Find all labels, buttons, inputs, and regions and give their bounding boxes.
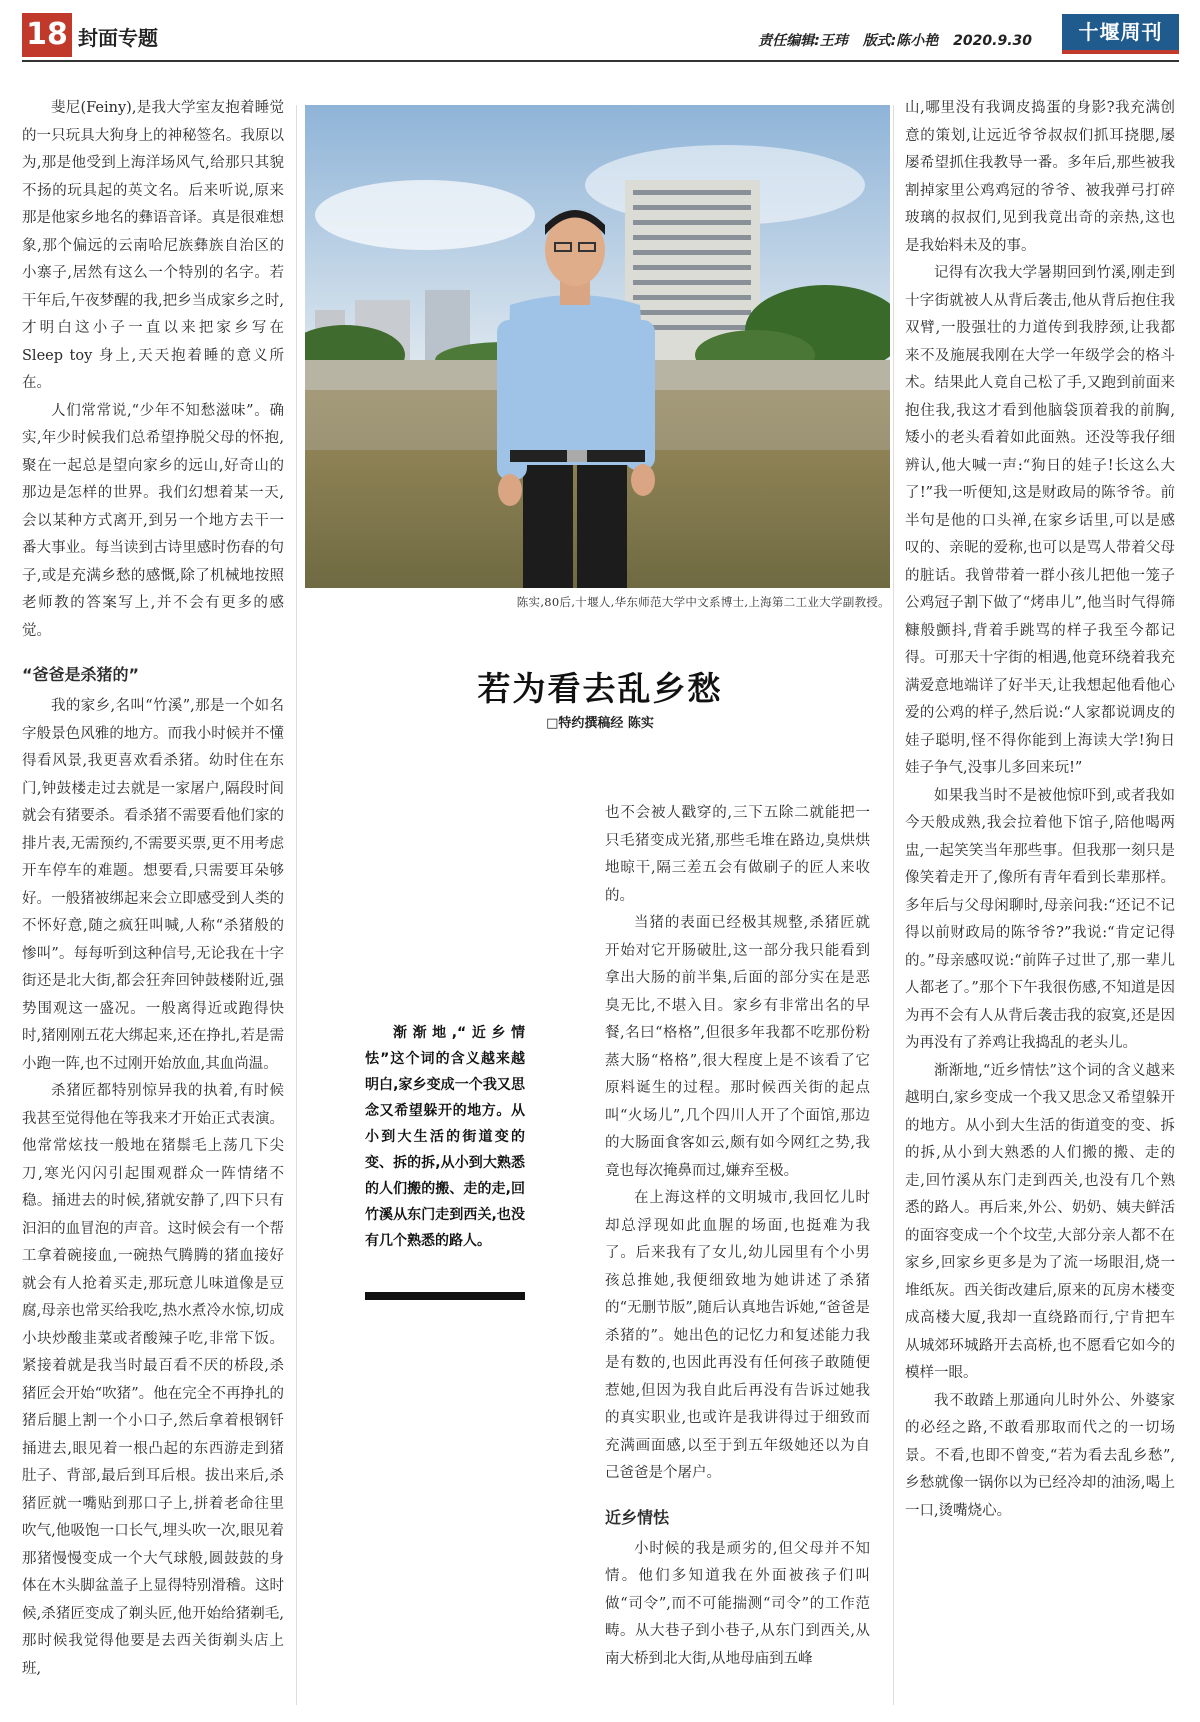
- subheading: 近乡情怯: [605, 1507, 670, 1527]
- paragraph: 我不敢踏上那通向儿时外公、外婆家的必经之路,不敢看那取而代之的一切场景。不看,也即不曾变,“若为看去乱乡愁”,乡愁就像一锅你以为已经冷却的油汤,喝上一口,烫嘴烧心。: [905, 1392, 1175, 1519]
- paragraph: 如果我当时不是被他惊吓到,或者我如今天般成熟,我会拉着他下馆子,陪他喝两盅,一起笑笑当年那些事。但我那一刻只是像笑着走开了,像所有青年看到长辈那样。多年后与父母闲聊时,母亲问我:“还记不记得以前财政局的陈爷爷?”我说:“肯定记得的。”母亲感叹说:“前阵子过世了,那一辈儿人都老了。”那个下午我很伤感,不知道是因为再不会有人从背后袭击我的寂寞,还是因为再没有了养鸡让我捣乱的老头儿。: [905, 787, 1175, 1051]
- header-rule: [22, 60, 1179, 62]
- editor-credits: [748, 30, 1032, 50]
- author-photo-image: [305, 105, 890, 588]
- layout-credit: 版式:陈小艳: [862, 33, 939, 49]
- article-title: 若为看去乱乡愁: [477, 669, 723, 708]
- paragraph: 记得有次我大学暑期回到竹溪,刚走到十字街就被人从背后袭击,他从背后抱住我双臂,一股强壮的力道传到我脖颈,让我都来不及施展我刚在大学一年级学会的格斗术。结果此人竟自己松了手,又跑到前面来抱住我,我这才看到他脑袋顶着我的前胸,矮小的老头看着如此面熟。还没等我仔细辨认,他大喊一声:“狗日的娃子!长这么大了!”我一听便知,这是财政局的陈爷爷。前半句是他的口头禅,在家乡话里,可以是感叹的、亲昵的爱称,也可以是骂人带着父母的脏话。我曾带着一群小孩儿把他一笼子公鸡冠子割下做了“烤串儿”,他当时气得筛糠般颤抖,背着手跳骂的样子我至今都记得。可那天十字街的相遇,他竟环绕着我充满爱意地端详了好半天,让我想起他看他心爱的公鸡的样子,然后说:“人家都说调皮的娃子聪明,怪不得你能到上海读大学!狗日娃子争气,没事儿多回来玩!”: [905, 265, 1175, 776]
- page-number: 18: [22, 13, 72, 57]
- photo-caption: 陈实,80后,十堰人,华东师范大学中文系博士,上海第二工业大学副教授。: [516, 595, 890, 609]
- logo-accent-bar: [1062, 50, 1179, 54]
- paragraph: 山,哪里没有我调皮捣蛋的身影?我充满创意的策划,让远近爷爷叔叔们抓耳挠腮,屡屡希望抓住我教导一番。多年后,那些被我割掉家里公鸡鸡冠的爷爷、被我弹弓打碎玻璃的叔叔们,见到我竟出奇的亲热,这也是我始料未及的事。: [905, 100, 1175, 254]
- column-divider: [893, 105, 894, 1705]
- pull-quote: [365, 1020, 525, 1254]
- author-photo: [305, 105, 890, 588]
- paragraph: 在上海这样的文明城市,我回忆儿时却总浮现如此血腥的场面,也挺难为我了。后来我有了女儿,幼儿园里有个小男孩总推她,我便细致地为她讲述了杀猪的“无删节版”,随后认真地告诉她,“爸爸是杀猪的”。她出色的记忆力和复述能力我是有数的,也因此再没有任何孩子敢随便惹她,但因为我自此后再没有告诉过她我的真实职业,也或许是我讲得过于细致而充满画面感,以至于到五年级她还以为自己爸爸是个屠户。: [605, 1190, 870, 1481]
- section-title: 封面专题: [78, 26, 158, 50]
- column-4: [905, 95, 1175, 1715]
- publication-logo: 十堰周刊: [1062, 14, 1179, 50]
- paragraph: 斐尼(Feiny),是我大学室友抱着睡觉的一只玩具大狗身上的神秘签名。我原以为,那是他受到上海洋场风气,给那只其貌不扬的玩具起的英文名。后来听说,原来那是他家乡地名的彝语音译。真是很难想象,那个偏远的云南哈尼族彝族自治区的小寨子,居然有这么一个特别的名字。若干年后,午夜梦醒的我,把乡当成家乡之时,才明白这小子一直以来把家乡写在 Sleep toy 身上,天天抱着睡的意义所在。: [22, 100, 284, 391]
- paragraph: 杀猪匠都特别惊异我的执着,有时候我甚至觉得他在等我来才开始正式表演。他常常炫技一般地在猪鬃毛上荡几下尖刀,寒光闪闪引起围观群众一阵情绪不稳。捅进去的时候,猪就安静了,四下只有汩汩的血冒泡的声音。这时候会有一个帮工拿着碗接血,一碗热气腾腾的猪血接好就会有人抢着买走,那玩意儿味道像是豆腐,母亲也常买给我吃,热水煮冷水惊,切成小块炒酸韭菜或者酸辣子吃,非常下饭。紧接着就是我当时最百看不厌的桥段,杀猪匠会开始“吹猪”。他在完全不再挣扎的猪后腿上割一个小口子,然后拿着根钢钎捅进去,眼见着一根凸起的东西游走到猪肚子、背部,最后到耳后根。拔出来后,杀猪匠就一嘴贴到那口子上,拼着老命往里吹气,他吸饱一口长气,埋头吹一次,眼见着那猪慢慢变成一个大气球般,圆鼓鼓的身体在木头脚盆盖子上显得特别滑稽。这时候,杀猪匠变成了剃头匠,他开始给猪剃毛,那时候我觉得他要是去西关街剃头店上班,: [22, 1083, 284, 1677]
- paragraph: 小时候的我是顽劣的,但父母并不知情。他们多知道我在外面被孩子们叫做“司令”,而不可能揣测“司令”的工作范畴。从大巷子到小巷子,从东门到西关,从南大桥到北大街,从地母庙到五峰: [605, 1540, 870, 1667]
- paragraph: 当猪的表面已经极其规整,杀猪匠就开始对它开肠破肚,这一部分我只能看到拿出大肠的前半集,后面的部分实在是恶臭无比,不堪入目。家乡有非常出名的早餐,名曰“格格”,但很多年我都不吃那份粉蒸大肠“格格”,很大程度上是不该看了它原料诞生的过程。那时候西关街的起点叫“火场儿”,几个四川人开了个面馆,那边的大肠面食客如云,颇有如今网红之势,我竟也每次掩鼻而过,嫌弃至极。: [605, 915, 870, 1179]
- page-header: [0, 0, 1200, 60]
- column-divider: [296, 105, 297, 1705]
- paragraph: 我的家乡,名叫“竹溪”,那是一个如名字般景色风雅的地方。而我小时候并不懂得看风景,我更喜欢看杀猪。幼时住在东门,钟鼓楼走过去就是一家屠户,隔段时间就会有猪要杀。看杀猪不需要看他们家的排片表,无需预约,不需要买票,更不用考虑开车停车的难题。想要看,只需要耳朵够好。一般猪被绑起来会立即感受到人类的不怀好意,随之疯狂叫喊,人称“杀猪般的惨叫”。每每听到这种信号,无论我在十字街还是北大街,都会狂奔回钟鼓楼附近,强势围观这一盛况。一般离得近或跑得快时,猪刚刚五花大绑起来,还在挣扎,若是需小跑一阵,也不过刚开始放血,其血尚温。: [22, 698, 284, 1072]
- pull-quote-text: 渐渐地,“近乡情怯”这个词的含义越来越明白,家乡变成一个我又思念又希望躲开的地方。从小到大生活的街道变的变、拆的拆,从小到大熟悉的人们搬的搬、走的走,回竹溪从东门走到西关,也没有几个熟悉的路人。: [365, 1025, 525, 1249]
- paragraph: 渐渐地,“近乡情怯”这个词的含义越来越明白,家乡变成一个我又思念又希望躲开的地方。从小到大生活的街道变的变、拆的拆,从小到大熟悉的人们搬的搬、走的走,回竹溪从东门走到西关,也没有几个熟悉的路人。再后来,外公、奶奶、姨夫鲜活的面容变成一个个坟茔,大部分亲人都不在家乡,回家乡更多是为了流一场眼泪,烧一堆纸灰。西关街改建后,原来的瓦房木楼变成高楼大厦,我却一直绕路而行,宁肯把车从城郊环城路开去高桥,也不愿看它如今的模样一眼。: [905, 1062, 1175, 1381]
- editor-name: 责任编辑:王玮: [758, 33, 848, 49]
- issue-date: 2020.9.30: [953, 33, 1032, 49]
- article-byline: □特约撰稿经 陈实: [546, 716, 654, 731]
- column-3: [605, 800, 870, 1715]
- paragraph: 也不会被人戳穿的,三下五除二就能把一只毛猪变成光猪,那些毛堆在路边,臭烘烘地晾干,隔三差五会有做刷子的匠人来收的。: [605, 805, 870, 904]
- paragraph: 人们常常说,“少年不知愁滋味”。确实,年少时候我们总希望挣脱父母的怀抱,聚在一起总是望向家乡的远山,好奇山的那边是怎样的世界。我们幻想着某一天,会以某种方式离开,到另一个地方去干一番大事业。每当读到古诗里感时伤春的句子,或是充满乡愁的感慨,除了机械地按照老师教的答案写上,并不会有更多的感觉。: [22, 402, 284, 639]
- column-1: [22, 95, 284, 1715]
- subheading: “爸爸是杀猪的”: [22, 665, 140, 684]
- pull-quote-bar: [365, 1292, 525, 1300]
